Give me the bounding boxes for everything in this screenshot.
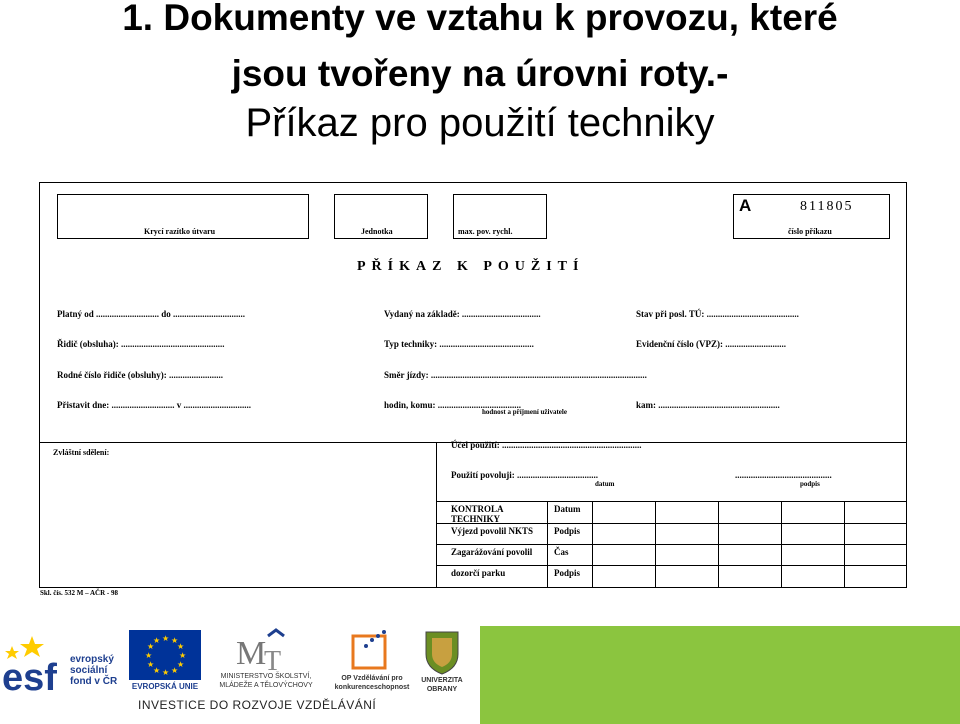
field-direction: Směr jízdy: ................................................................................................: [384, 370, 647, 380]
field-hour-to: hodin, komu: .....................................: [384, 400, 522, 410]
field-valid-from: Platný od ............................ do ................................: [57, 309, 246, 319]
field-birth-number: Rodné číslo řidiče (obsluhy): ........................: [57, 370, 224, 380]
op-logo-icon: [350, 628, 394, 672]
eu-flag-icon: [129, 630, 201, 680]
table-top: [436, 501, 906, 502]
field-driver: Řidič (obsluha): ..............................................: [57, 339, 225, 349]
slide-title-line2: jsou tvořeny na úrovni roty.-: [231, 53, 729, 94]
footer-bar: [0, 626, 960, 724]
table-row-line: [436, 544, 906, 545]
series-letter: A: [739, 196, 752, 215]
usage-order-form: [39, 182, 907, 588]
table-col-line: [718, 501, 719, 587]
field-vehicle-type: Typ techniky: ..........................................: [384, 339, 534, 349]
field-rank-sub: hodnost a příjmení uživatele: [482, 408, 567, 416]
table-col-line: [655, 501, 656, 587]
table-col-line: [781, 501, 782, 587]
green-band: [480, 626, 960, 724]
svg-text:★: ★: [153, 666, 161, 675]
form-heading: PŘÍKAZ K POUŽITÍ: [357, 259, 585, 274]
number-label: číslo příkazu: [788, 227, 832, 236]
field-state: Stav při posl. TÚ: .........................................: [636, 309, 799, 319]
svg-text:T: T: [264, 646, 282, 672]
cell-cas: Čas: [554, 547, 569, 557]
field-deliver-date: Přistavit dne: ............................ v ..............................: [57, 400, 251, 410]
table-row-line: [436, 565, 906, 566]
table-col-line: [547, 501, 548, 587]
cell-kontrola: KONTROLA TECHNIKY: [451, 504, 504, 524]
form-code: Skl. čís. 532 M – AČR - 98: [40, 589, 118, 597]
eu-text: EVROPSKÁ UNIE: [131, 682, 199, 691]
svg-text:★: ★: [162, 668, 170, 677]
special-notice-label: Zvláštní sdělení:: [53, 448, 110, 457]
slide-title-line1: 1. Dokumenty ve vztahu k provozu, které: [122, 0, 838, 38]
unit-label: Jednotka: [361, 227, 393, 236]
university-shield-icon: [422, 628, 462, 676]
field-permitted: Použití povoluji: ....................................: [451, 470, 599, 480]
svg-text:★: ★: [177, 660, 185, 669]
svg-text:★: ★: [171, 636, 179, 645]
uo-text: UNIVERZITA OBRANY: [421, 677, 463, 693]
cell-datum: Datum: [554, 504, 581, 514]
date-sub: datum: [595, 480, 615, 488]
cell-dozorci: dozorčí parku: [451, 568, 506, 578]
svg-text:★: ★: [145, 651, 153, 660]
svg-text:★: ★: [162, 634, 170, 643]
esf-text: evropský sociální fond v ČR: [70, 654, 118, 687]
svg-text:M: M: [236, 635, 267, 672]
field-registration: Evidenční číslo (VPZ): ...........................: [636, 339, 786, 349]
field-issued-by: Vydaný na základě: ...................................: [384, 309, 541, 319]
op-text: OP Vzdělávání pro konkurenceschopnost: [334, 675, 410, 691]
slogan: INVESTICE DO ROZVOJE VZDĚLÁVÁNÍ: [138, 698, 377, 712]
field-purpose: Účel použití: ..............................................................: [451, 440, 642, 450]
svg-text:★: ★: [171, 666, 179, 675]
field-signature-dots: ...........................................: [735, 470, 832, 480]
svg-text:★: ★: [147, 660, 155, 669]
cell-podpis1: Podpis: [554, 526, 581, 536]
table-col-line: [592, 501, 593, 587]
cell-zarazovani: Zagarážování povolil: [451, 547, 533, 557]
svg-text:★: ★: [179, 651, 187, 660]
slide-subtitle: Příkaz pro použití techniky: [245, 101, 715, 145]
msmt-text: MINISTERSTVO ŠKOLSTVÍ, MLÁDEŽE A TĚLOVÝCHOVY: [219, 673, 313, 689]
svg-text:★: ★: [147, 642, 155, 651]
svg-text:★: ★: [177, 642, 185, 651]
signature-sub: podpis: [800, 480, 820, 488]
stamp-label: Krycí razítko útvaru: [144, 227, 216, 236]
field-where: kam: ......................................................: [636, 400, 780, 410]
order-number: 811805: [800, 199, 854, 214]
msmt-logo-icon: [234, 628, 300, 672]
speed-label: max. pov. rychl.: [458, 227, 513, 236]
svg-text:★: ★: [153, 636, 161, 645]
svg-text:esf: esf: [2, 657, 57, 694]
cell-vyjezd: Výjezd povolil NKTS: [451, 526, 534, 536]
cell-podpis2: Podpis: [554, 568, 581, 578]
table-col-line: [844, 501, 845, 587]
logo-strip: [0, 626, 480, 724]
